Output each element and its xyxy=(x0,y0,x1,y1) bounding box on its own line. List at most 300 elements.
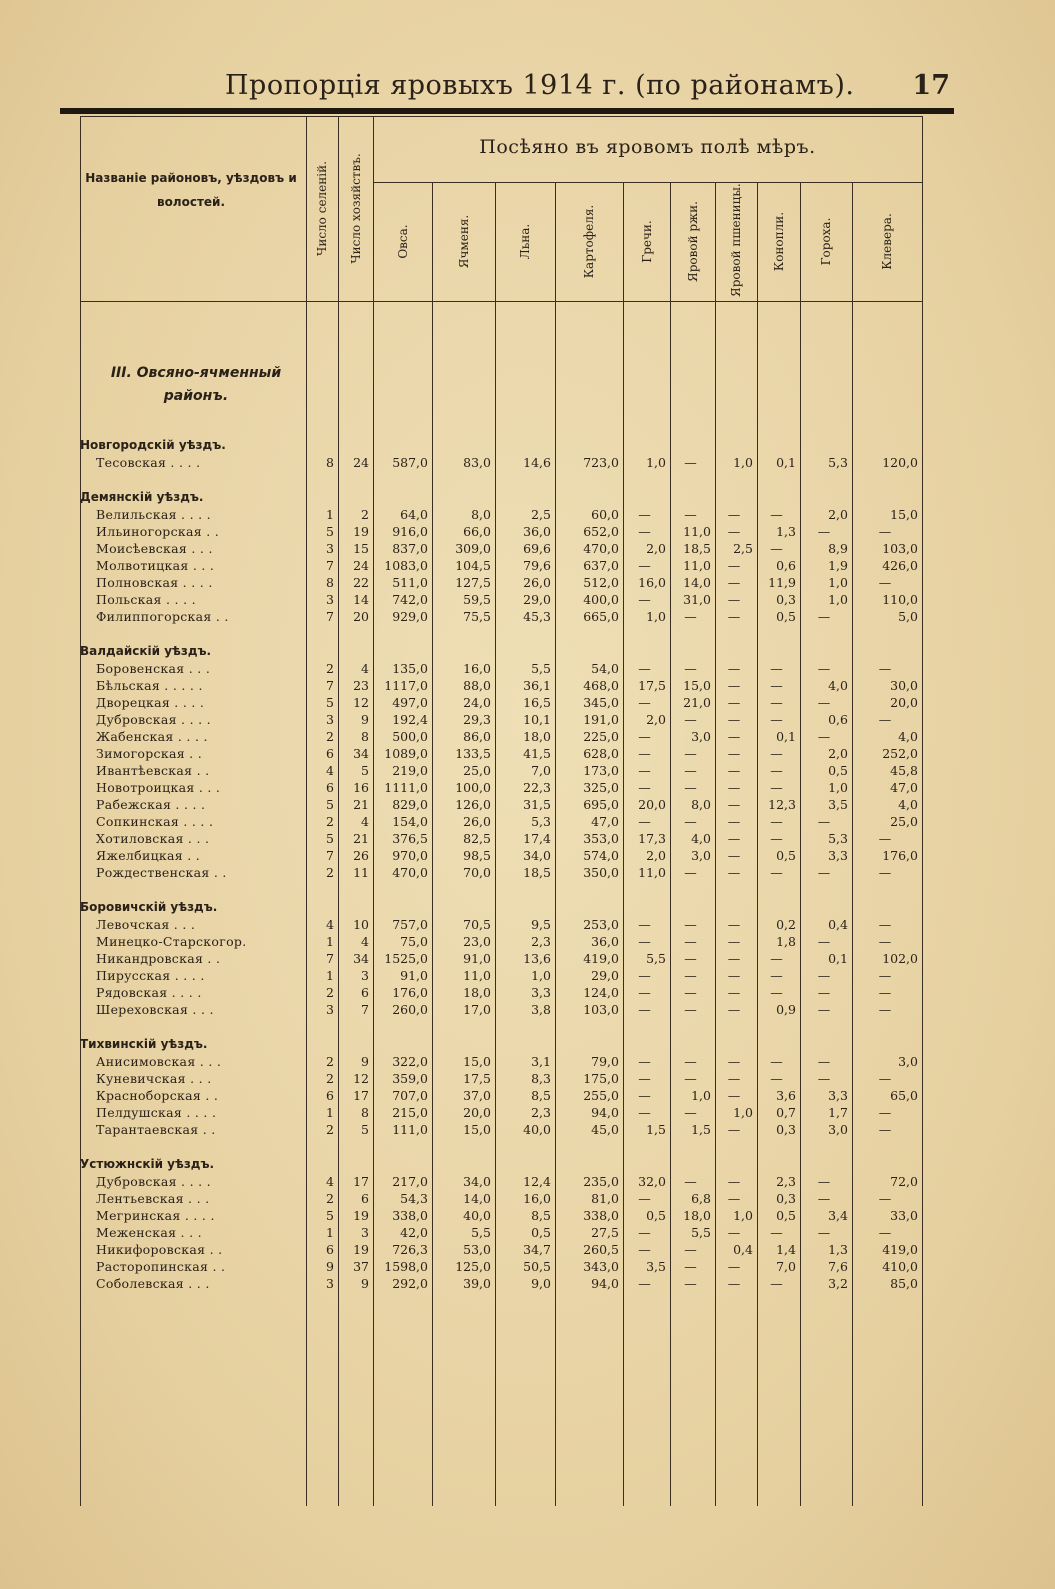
table-cell: — xyxy=(727,678,741,693)
table-cell: 353,0 xyxy=(583,831,619,846)
table-cell: 0,5 xyxy=(531,1225,551,1240)
table-cell: 103,0 xyxy=(583,1002,619,1017)
table-cell: 400,0 xyxy=(583,592,619,607)
table-cell: — xyxy=(770,695,783,710)
table-cell: 59,5 xyxy=(463,592,491,607)
table-cell: — xyxy=(727,695,741,710)
table-cell: — xyxy=(727,609,741,624)
section-title: III. Овсяно-ячменный районъ. xyxy=(110,365,282,404)
table-cell: — xyxy=(638,1002,651,1017)
table-cell: 104,5 xyxy=(455,558,491,573)
table-cell: 6,8 xyxy=(691,1191,711,1206)
table-cell: 637,0 xyxy=(583,558,619,573)
table-cell: 1,0 xyxy=(531,968,551,983)
table-cell: 7 xyxy=(326,951,334,966)
table-cell: — xyxy=(727,831,741,846)
table-cell: — xyxy=(727,780,741,795)
table-cell: — xyxy=(817,1071,831,1086)
table-cell: 39,0 xyxy=(463,1276,491,1291)
table-cell: 12 xyxy=(353,695,369,710)
table-cell: 2,0 xyxy=(646,712,666,727)
table-cell: — xyxy=(727,729,741,744)
volost-name: Яжелбицкая . . xyxy=(96,848,201,863)
table-cell: 15,0 xyxy=(463,1122,491,1137)
table-cell: 338,0 xyxy=(392,1208,428,1223)
table-cell: 628,0 xyxy=(583,746,619,761)
table-cell: 0,6 xyxy=(828,712,848,727)
table-row xyxy=(80,455,922,472)
table-cell: 5 xyxy=(326,797,334,812)
volost-name: Пирусская . . . . xyxy=(96,968,205,983)
table-cell: 8,3 xyxy=(531,1071,551,1086)
table-cell: 1 xyxy=(326,1105,334,1120)
table-row xyxy=(80,558,922,575)
column-header: Льна. xyxy=(518,223,532,260)
table-cell: — xyxy=(727,661,741,676)
table-cell: 83,0 xyxy=(463,455,491,470)
volost-name: Куневичская . . . xyxy=(96,1071,212,1086)
table-cell: 0,5 xyxy=(828,763,848,778)
table-cell: 16,5 xyxy=(523,695,551,710)
table-top-border xyxy=(80,116,922,117)
county-heading: Демянскій уѣздъ. xyxy=(80,490,204,504)
table-cell: 17,0 xyxy=(463,1002,491,1017)
volost-name: Моисѣевская . . . xyxy=(96,541,213,556)
volost-name: Никандровская . . xyxy=(96,951,221,966)
table-cell: 75,0 xyxy=(400,934,428,949)
table-cell: 79,0 xyxy=(591,1054,619,1069)
table-row xyxy=(80,541,922,558)
table-cell: — xyxy=(878,934,892,949)
table-cell: — xyxy=(684,763,697,778)
table-cell: 11,0 xyxy=(683,558,711,573)
table-cell: 5 xyxy=(361,763,369,778)
table-cell: 4 xyxy=(326,763,334,778)
table-row xyxy=(80,951,922,968)
volost-name: Велильская . . . . xyxy=(96,507,211,522)
volost-name: Шереховская . . . xyxy=(96,1002,214,1017)
table-cell: — xyxy=(770,1054,783,1069)
table-cell: 1 xyxy=(326,1225,334,1240)
table-cell: 6 xyxy=(326,746,334,761)
table-cell: 47,0 xyxy=(591,814,619,829)
table-cell: — xyxy=(727,985,741,1000)
table-row xyxy=(80,1054,922,1071)
table-cell: 191,0 xyxy=(583,712,619,727)
table-cell: 1,0 xyxy=(646,455,666,470)
table-cell: 11,0 xyxy=(463,968,491,983)
table-cell: 13,6 xyxy=(523,951,551,966)
table-cell: 1,0 xyxy=(828,575,848,590)
table-cell: — xyxy=(638,1276,651,1291)
table-row xyxy=(80,831,922,848)
table-cell: 8,5 xyxy=(531,1208,551,1223)
table-cell: — xyxy=(638,985,651,1000)
table-row xyxy=(80,1242,922,1259)
table-cell: 0,5 xyxy=(776,848,796,863)
table-cell: — xyxy=(878,968,892,983)
table-row xyxy=(80,695,922,712)
table-cell: 0,3 xyxy=(776,1122,796,1137)
table-cell: — xyxy=(638,917,651,932)
volost-name: Зимогорская . . xyxy=(96,746,202,761)
table-cell: — xyxy=(878,865,892,880)
table-cell: 2 xyxy=(326,1191,334,1206)
table-cell: 3 xyxy=(361,1225,369,1240)
table-row xyxy=(80,968,922,985)
table-cell: 154,0 xyxy=(392,814,428,829)
table-row xyxy=(80,797,922,814)
column-header: Яровой ржи. xyxy=(685,201,700,282)
table-cell: 41,5 xyxy=(523,746,551,761)
table-row xyxy=(80,507,922,524)
table-cell: 1089,0 xyxy=(384,746,428,761)
table-cell: 8 xyxy=(326,455,334,470)
table-cell: 8 xyxy=(361,729,369,744)
table-cell: — xyxy=(638,763,651,778)
table-cell: — xyxy=(770,1276,783,1291)
table-cell: 219,0 xyxy=(392,763,428,778)
table-cell: 120,0 xyxy=(882,455,918,470)
table-row xyxy=(80,1208,922,1225)
table-cell: — xyxy=(684,609,697,624)
table-cell: 18,0 xyxy=(463,985,491,1000)
volost-name: Бѣльская . . . . . xyxy=(96,678,203,693)
table-cell: — xyxy=(770,746,783,761)
county-heading: Устюжнскій уѣздъ. xyxy=(80,1157,215,1171)
table-cell: 72,0 xyxy=(890,1174,918,1189)
table-cell: 0,1 xyxy=(776,729,796,744)
table-cell: 470,0 xyxy=(583,541,619,556)
table-cell: 66,0 xyxy=(463,524,491,539)
volost-name: Дубровская . . . . xyxy=(96,1174,211,1189)
table-cell: 2 xyxy=(326,985,334,1000)
table-cell: — xyxy=(727,507,741,522)
volost-name: Полновская . . . . xyxy=(96,575,213,590)
table-cell: 18,0 xyxy=(523,729,551,744)
table-cell: 0,2 xyxy=(776,917,796,932)
volost-name: Тарантаевская . . xyxy=(96,1122,216,1137)
table-cell: — xyxy=(727,1259,741,1274)
table-cell: 26,0 xyxy=(523,575,551,590)
table-row xyxy=(80,661,922,678)
table-cell: 18,5 xyxy=(683,541,711,556)
table-cell: 12,3 xyxy=(768,797,796,812)
table-cell: 176,0 xyxy=(882,848,918,863)
table-cell: 3,3 xyxy=(828,1088,848,1103)
table-cell: — xyxy=(727,934,741,949)
table-cell: 0,4 xyxy=(828,917,848,932)
table-cell: 75,5 xyxy=(463,609,491,624)
table-cell: — xyxy=(770,831,783,846)
county-heading: Валдайскій уѣздъ. xyxy=(80,644,212,658)
column-header: Число селеній. xyxy=(315,161,329,256)
table-cell: 1,0 xyxy=(733,1105,753,1120)
table-cell: 94,0 xyxy=(591,1105,619,1120)
table-cell: — xyxy=(878,712,892,727)
table-cell: 65,0 xyxy=(890,1088,918,1103)
table-cell: 587,0 xyxy=(392,455,428,470)
table-cell: — xyxy=(727,1002,741,1017)
table-cell: 2,3 xyxy=(531,1105,551,1120)
volost-name: Боровенская . . . xyxy=(96,661,211,676)
table-cell: 3,5 xyxy=(646,1259,666,1274)
table-cell: 5,0 xyxy=(898,609,918,624)
table-cell: — xyxy=(727,1054,741,1069)
column-header: Яровой пшеницы. xyxy=(729,183,743,297)
running-head xyxy=(60,66,960,106)
table-cell: 5,5 xyxy=(471,1225,491,1240)
table-cell: 1,4 xyxy=(776,1242,796,1257)
table-cell: — xyxy=(727,1276,741,1291)
table-cell: 45,3 xyxy=(523,609,551,624)
table-cell: 7,0 xyxy=(531,763,551,778)
table-cell: 91,0 xyxy=(400,968,428,983)
table-cell: 22 xyxy=(353,575,369,590)
table-cell: 8 xyxy=(361,1105,369,1120)
column-header: Гороха. xyxy=(819,217,833,266)
table-cell: 29,0 xyxy=(591,968,619,983)
table-cell: 3,5 xyxy=(828,797,848,812)
volost-name: Жабенская . . . . xyxy=(96,729,208,744)
volost-name: Тесовская . . . . xyxy=(96,455,201,470)
table-cell: 5,5 xyxy=(691,1225,711,1240)
table-cell: 23 xyxy=(353,678,369,693)
table-cell: 17,5 xyxy=(463,1071,491,1086)
table-cell: — xyxy=(684,780,697,795)
table-row xyxy=(80,712,922,729)
table-cell: — xyxy=(817,1054,831,1069)
table-cell: 1,0 xyxy=(691,1088,711,1103)
table-cell: 695,0 xyxy=(583,797,619,812)
table-cell: — xyxy=(817,934,831,949)
table-cell: 18,0 xyxy=(683,1208,711,1223)
table-cell: 5 xyxy=(326,695,334,710)
table-cell: — xyxy=(878,985,892,1000)
volost-name: Сопкинская . . . . xyxy=(96,814,214,829)
table-cell: 0,3 xyxy=(776,1191,796,1206)
table-cell: 6 xyxy=(361,1191,369,1206)
table-cell: 19 xyxy=(353,1208,369,1223)
table-cell: — xyxy=(770,780,783,795)
table-cell: — xyxy=(684,455,697,470)
table-row xyxy=(80,934,922,951)
table-cell: 4 xyxy=(326,917,334,932)
table-cell: 82,5 xyxy=(463,831,491,846)
table-cell: 7,6 xyxy=(828,1259,848,1274)
table-row xyxy=(80,780,922,797)
table-cell: 2,0 xyxy=(828,746,848,761)
table-cell: 742,0 xyxy=(392,592,428,607)
table-cell: 11,9 xyxy=(768,575,796,590)
table-cell: — xyxy=(684,1259,697,1274)
column-header: Картофеля. xyxy=(582,204,596,279)
table-row xyxy=(80,746,922,763)
table-cell: 21 xyxy=(353,797,369,812)
table-cell: 3 xyxy=(326,1276,334,1291)
volost-name: Пелдушская . . . . xyxy=(96,1105,217,1120)
table-cell: 11,0 xyxy=(638,865,666,880)
table-cell: 24 xyxy=(353,558,369,573)
table-cell: 359,0 xyxy=(392,1071,428,1086)
table-cell: — xyxy=(817,814,831,829)
table-cell: — xyxy=(638,1054,651,1069)
table-row xyxy=(80,763,922,780)
table-cell: 79,6 xyxy=(523,558,551,573)
table-cell: 1,0 xyxy=(646,609,666,624)
table-cell: 0,6 xyxy=(776,558,796,573)
table-cell: — xyxy=(727,763,741,778)
table-cell: 7 xyxy=(326,848,334,863)
table-cell: 3,0 xyxy=(691,729,711,744)
table-cell: 86,0 xyxy=(463,729,491,744)
table-cell: 36,0 xyxy=(591,934,619,949)
table-cell: 42,0 xyxy=(400,1225,428,1240)
table-cell: — xyxy=(817,661,831,676)
table-cell: — xyxy=(638,729,651,744)
table-cell: — xyxy=(727,917,741,932)
table-cell: — xyxy=(727,968,741,983)
table-cell: 0,9 xyxy=(776,1002,796,1017)
table-cell: 29,0 xyxy=(523,592,551,607)
table-cell: 32,0 xyxy=(638,1174,666,1189)
table-cell: 4,0 xyxy=(898,729,918,744)
table-cell: 36,0 xyxy=(523,524,551,539)
table-row xyxy=(80,592,922,609)
table-cell: 7,0 xyxy=(776,1259,796,1274)
table-cell: 9,5 xyxy=(531,917,551,932)
table-row xyxy=(80,1259,922,1276)
volost-name: Новотроицкая . . . xyxy=(96,780,221,795)
table-cell: 2 xyxy=(326,1054,334,1069)
column-header: Овса. xyxy=(395,224,410,259)
volost-name: Рядовская . . . . xyxy=(96,985,202,1000)
table-cell: 253,0 xyxy=(583,917,619,932)
table-cell: — xyxy=(727,951,741,966)
table-cell: 94,0 xyxy=(591,1276,619,1291)
table-cell: — xyxy=(727,524,741,539)
table-cell: 127,5 xyxy=(455,575,491,590)
table-cell: 1525,0 xyxy=(384,951,428,966)
table-cell: — xyxy=(638,695,651,710)
table-cell: — xyxy=(817,1174,831,1189)
table-cell: — xyxy=(727,575,741,590)
table-cell: 47,0 xyxy=(890,780,918,795)
table-cell: 235,0 xyxy=(583,1174,619,1189)
table-cell: — xyxy=(770,951,783,966)
table-cell: 970,0 xyxy=(392,848,428,863)
table-cell: 4 xyxy=(361,814,369,829)
table-cell: 102,0 xyxy=(882,951,918,966)
table-cell: 3,4 xyxy=(828,1208,848,1223)
table-cell: — xyxy=(878,661,892,676)
table-cell: — xyxy=(684,917,697,932)
table-cell: — xyxy=(638,1191,651,1206)
table-cell: — xyxy=(727,592,741,607)
table-cell: 34,0 xyxy=(523,848,551,863)
table-cell: 25,0 xyxy=(890,814,918,829)
table-cell: 1,0 xyxy=(828,780,848,795)
table-cell: 3,3 xyxy=(828,848,848,863)
table-cell: 91,0 xyxy=(463,951,491,966)
column-header: Гречи. xyxy=(639,220,654,263)
table-cell: 1,0 xyxy=(828,592,848,607)
volost-name: Красноборская . . xyxy=(96,1088,219,1103)
table-cell: 3,3 xyxy=(531,985,551,1000)
table-cell: 410,0 xyxy=(882,1259,918,1274)
table-cell: 88,0 xyxy=(463,678,491,693)
table-cell: 20,0 xyxy=(463,1105,491,1120)
table-cell: — xyxy=(878,524,892,539)
table-cell: 110,0 xyxy=(882,592,918,607)
table-cell: — xyxy=(727,797,741,812)
county-heading: Боровичскій уѣздъ. xyxy=(80,900,218,914)
table-cell: — xyxy=(770,814,783,829)
table-cell: 1,8 xyxy=(776,934,796,949)
table-cell: — xyxy=(878,1071,892,1086)
table-cell: 292,0 xyxy=(392,1276,428,1291)
table-cell: — xyxy=(727,1071,741,1086)
table-cell: 2 xyxy=(326,814,334,829)
table-cell: 3,2 xyxy=(828,1276,848,1291)
table-cell: 225,0 xyxy=(583,729,619,744)
table-cell: 4 xyxy=(326,1174,334,1189)
table-cell: 5 xyxy=(326,1208,334,1223)
table-row xyxy=(80,814,922,831)
table-cell: 3,0 xyxy=(898,1054,918,1069)
table-cell: 322,0 xyxy=(392,1054,428,1069)
table-cell: 11,0 xyxy=(683,524,711,539)
table-cell: 54,0 xyxy=(591,661,619,676)
table-cell: 916,0 xyxy=(392,524,428,539)
table-cell: 6 xyxy=(326,1088,334,1103)
table-cell: — xyxy=(878,575,892,590)
table-row xyxy=(80,1191,922,1208)
table-cell: 2 xyxy=(326,661,334,676)
table-cell: 1 xyxy=(326,934,334,949)
table-cell: 723,0 xyxy=(583,455,619,470)
table-cell: — xyxy=(638,1088,651,1103)
table-cell: 45,8 xyxy=(890,763,918,778)
table-cell: — xyxy=(684,746,697,761)
volost-name: Лентьевская . . . xyxy=(96,1191,210,1206)
table-cell: 1117,0 xyxy=(384,678,428,693)
table-cell: 45,0 xyxy=(591,1122,619,1137)
column-header: Клевера. xyxy=(880,213,894,270)
table-cell: 15,0 xyxy=(683,678,711,693)
table-row xyxy=(80,865,922,882)
table-cell: — xyxy=(684,1105,697,1120)
table-cell: 10,1 xyxy=(523,712,551,727)
page-number: 17 xyxy=(912,70,950,101)
table-cell: 3 xyxy=(361,968,369,983)
table-cell: 512,0 xyxy=(583,575,619,590)
table-cell: 419,0 xyxy=(583,951,619,966)
table-cell: 5,3 xyxy=(828,831,848,846)
table-cell: 1,9 xyxy=(828,558,848,573)
table-cell: 9,0 xyxy=(531,1276,551,1291)
table-cell: 1111,0 xyxy=(384,780,428,795)
table-cell: 2 xyxy=(326,1122,334,1137)
table-cell: 31,5 xyxy=(523,797,551,812)
county-heading: Новгородскій уѣздъ. xyxy=(80,438,226,452)
table-cell: 1,5 xyxy=(691,1122,711,1137)
table-cell: 2 xyxy=(326,1071,334,1086)
table-cell: — xyxy=(638,814,651,829)
table-cell: 173,0 xyxy=(583,763,619,778)
table-cell: — xyxy=(684,865,697,880)
table-cell: 497,0 xyxy=(392,695,428,710)
